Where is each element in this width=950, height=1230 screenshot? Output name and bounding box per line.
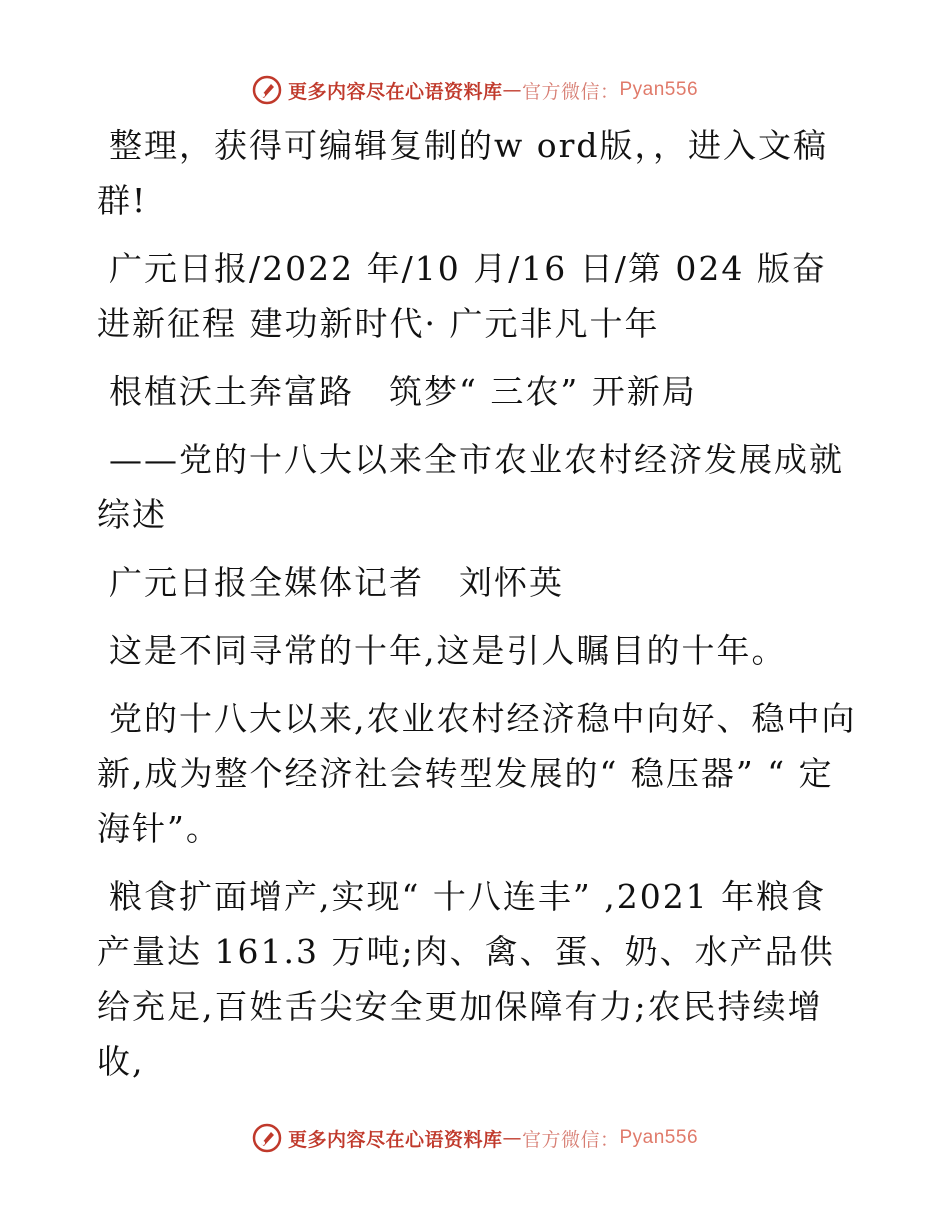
- watermark-wechat-id: Pyan556: [619, 79, 699, 100]
- header-watermark: [0, 70, 950, 110]
- article-title: 根植沃土奔富路 筑梦“ 三农” 开新局: [109, 372, 697, 411]
- watermark-wechat-id: Pyan556: [619, 1127, 699, 1148]
- paragraph-intro: 整理，获得可编辑复制的w ord版，，进入文稿群!: [97, 126, 829, 220]
- article-byline: 广元日报全媒体记者 刘怀英: [109, 563, 564, 602]
- paragraph-source-line: 广元日报/2022 年/10 月/16 日/第 024 版奋进新征程 建功新时代· 广元非凡十年: [97, 249, 827, 343]
- footer-watermark: [0, 1118, 950, 1158]
- paragraph-body-3: 粮食扩面增产,实现“ 十八连丰” ,2021 年粮食产量达 161.3 万吨;肉、禽、蛋、奶、水产品供给充足,百姓舌尖安全更加保障有力;农民持续增收,: [97, 877, 835, 1081]
- watermark-brand: 更多内容尽在心语资料库: [287, 80, 503, 103]
- article-subtitle: ——党的十八大以来全市农业农村经济发展成就综述: [97, 440, 844, 534]
- paragraph-body-2: 党的十八大以来,农业农村经济稳中向好、稳中向新,成为整个经济社会转型发展的“ 稳压器” “ 定海针”。: [97, 699, 857, 848]
- watermark-label: 官方微信：: [521, 80, 620, 103]
- paragraph-body-1: 这是不同寻常的十年,这是引人瞩目的十年。: [109, 631, 787, 670]
- watermark-label: 官方微信：: [521, 1128, 620, 1151]
- pen-nib-logo-icon: [252, 75, 282, 105]
- watermark-brand: 更多内容尽在心语资料库: [287, 1128, 503, 1151]
- watermark-separator: —: [502, 1127, 522, 1149]
- pen-nib-logo-icon: [252, 1123, 282, 1153]
- watermark-separator: —: [502, 79, 522, 101]
- document-body: [97, 118, 857, 1102]
